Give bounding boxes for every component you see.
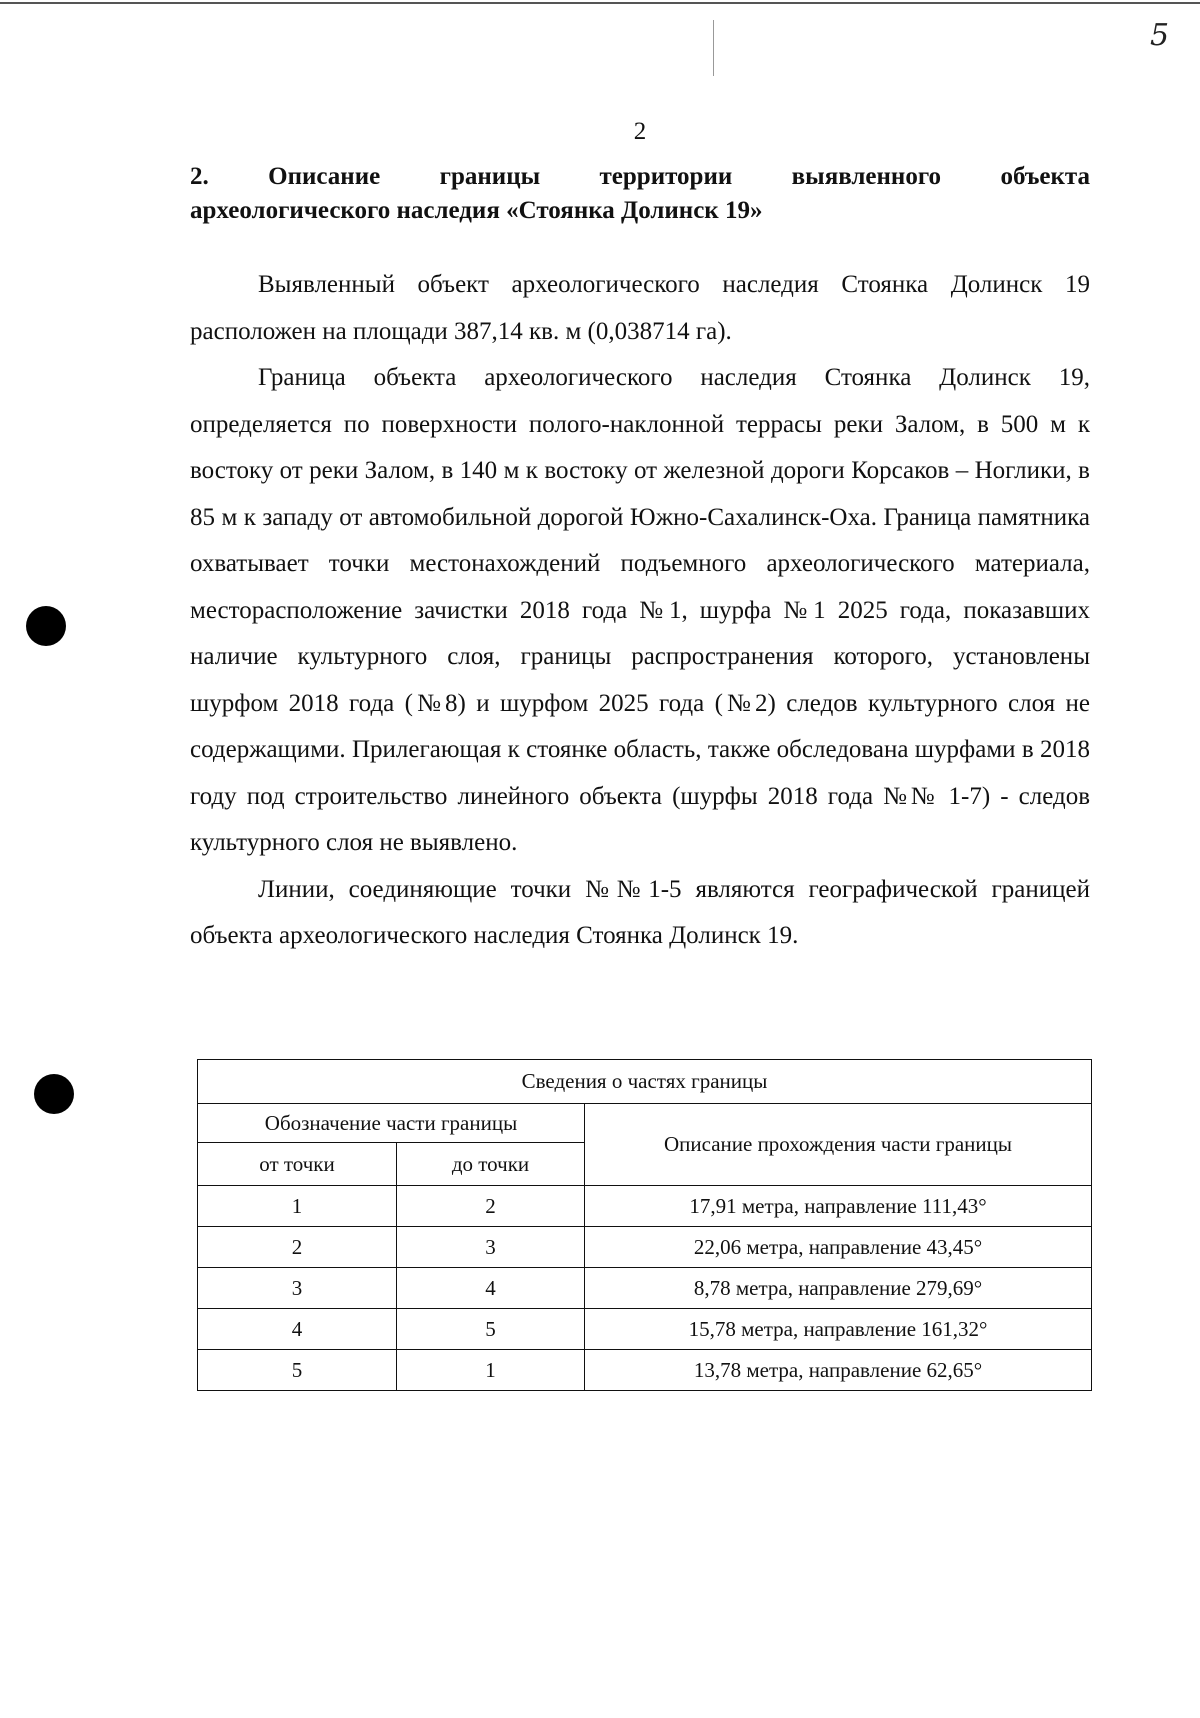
table-row [198,1350,1092,1391]
paragraph-area: Выявленный объект археологического наследия Стоянка Долинск 19 расположен на площади 387,14 кв. м (0,038714 га). [190,271,1090,345]
cell-to: 1 [397,1350,585,1391]
body-text [190,262,1090,960]
cell-description: 17,91 метра, направление 111,43° [585,1186,1092,1227]
cell-description: 22,06 метра, направление 43,45° [585,1227,1092,1268]
section-heading-line-2: археологического наследия «Стоянка Долинск 19» [190,197,763,224]
punch-hole [34,1074,74,1114]
table-group-header: Обозначение части границы [198,1104,585,1143]
cell-from: 1 [198,1186,397,1227]
cell-from: 4 [198,1309,397,1350]
scan-tick-mark [713,20,714,76]
section-heading [190,160,1090,228]
cell-to: 3 [397,1227,585,1268]
scan-edge-line [0,2,1200,4]
section-heading-line-1: 2. Описание границы территории выявленного объекта [190,163,1090,190]
table-row [198,1309,1092,1350]
cell-to: 4 [397,1268,585,1309]
cell-from: 5 [198,1350,397,1391]
table-header-description: Описание прохождения части границы [585,1104,1092,1186]
boundary-parts-table [197,1059,1092,1391]
cell-from: 3 [198,1268,397,1309]
table-header-to: до точки [397,1143,585,1186]
cell-description: 8,78 метра, направление 279,69° [585,1268,1092,1309]
table-row [198,1186,1092,1227]
cell-description: 15,78 метра, направление 161,32° [585,1309,1092,1350]
cell-to: 5 [397,1309,585,1350]
table-header-from: от точки [198,1143,397,1186]
table-row [198,1227,1092,1268]
cell-from: 2 [198,1227,397,1268]
paragraph-boundary-description: Граница объекта археологического наследия Стоянка Долинск 19, определяется по поверхности полого-наклонной террасы реки Залом, в 500 м к востоку от реки Залом, в 140 м к востоку от железной дороги Корсаков – Ноглики, в 85 м к западу от автомобильной дорогой Южно-Сахалинск-Оха. Граница памятника охватывает точки местонахождений подъемного археологического материала, месторасположение зачистки 2018 года №1, шурфа №1 2025 года, показавших наличие культурного слоя, границы распространения которого, установлены шурфом 2018 года (№8) и шурфом 2025 года (№2) следов культурного слоя не содержащими. Прилегающая к стоянке область, также обследована шурфами в 2018 году под строительство линейного объекта (шурфы 2018 года №№ 1-7) - следов культурного слоя не выявлено. [190,364,1090,856]
punch-hole [26,606,66,646]
handwritten-page-mark: 5 [1150,18,1170,53]
page-number: 2 [633,118,647,145]
table-row [198,1268,1092,1309]
paragraph-boundary-lines: Линии, соединяющие точки №№1-5 являются географической границей объекта археологического наследия Стоянка Долинск 19. [190,875,1090,949]
table-caption: Сведения о частях границы [198,1060,1092,1104]
cell-to: 2 [397,1186,585,1227]
cell-description: 13,78 метра, направление 62,65° [585,1350,1092,1391]
